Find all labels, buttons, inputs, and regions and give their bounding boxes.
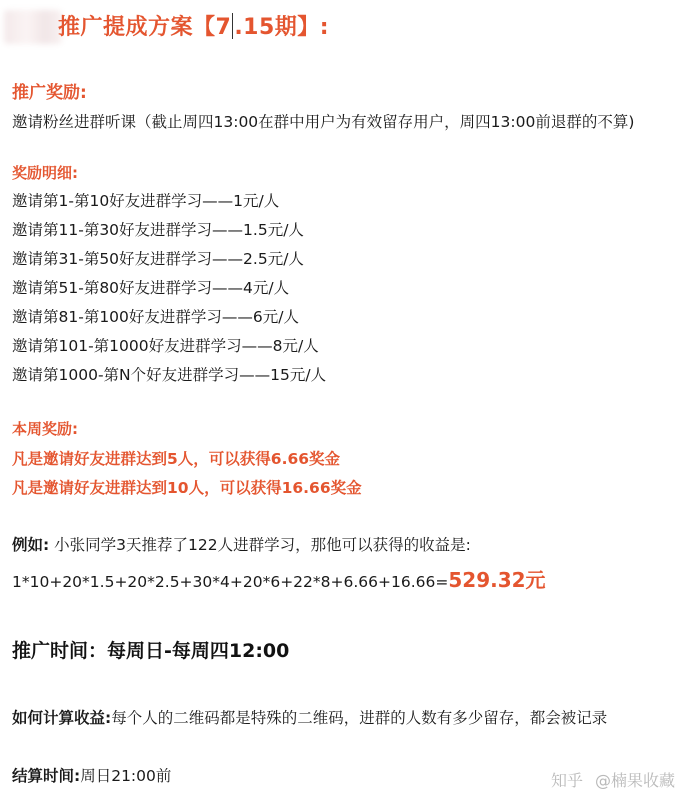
detail-heading: 奖励明细:	[12, 164, 78, 182]
page-title: 推广提成方案【7 .15期】:	[58, 15, 330, 40]
example-line	[12, 533, 471, 555]
blurred-name-redaction	[4, 10, 62, 44]
calc-text: 每个人的二维码都是特殊的二维码，进群的人数有多少留存，都会被记录	[111, 709, 608, 727]
settle-label: 结算时间:	[12, 767, 81, 785]
weekly-item: 凡是邀请好友进群达到5人，可以获得6.66奖金	[12, 450, 341, 468]
formula-line	[12, 564, 546, 593]
detail-item: 邀请第31-第50好友进群学习——2.5元/人	[12, 250, 304, 268]
formula-text: 1*10+20*1.5+20*2.5+30*4+20*6+22*8+6.66+16.66=	[12, 573, 449, 591]
reward-description: 邀请粉丝进群听课（截止周四13:00在群中用户为有效留存用户，周四13:00前退群的不算)	[12, 113, 635, 131]
reward-heading: 推广奖励:	[12, 83, 87, 103]
weekly-heading: 本周奖励:	[12, 420, 78, 438]
settle-line	[12, 764, 171, 786]
example-label: 例如:	[12, 536, 50, 554]
detail-item: 邀请第1-第10好友进群学习——1元/人	[12, 192, 280, 210]
watermark-site: 知乎	[550, 771, 583, 790]
detail-item: 邀请第81-第100好友进群学习——6元/人	[12, 308, 299, 326]
example-text: 小张同学3天推荐了122人进群学习，那他可以获得的收益是:	[54, 536, 471, 554]
calc-label: 如何计算收益:	[12, 709, 112, 727]
detail-item: 邀请第101-第1000好友进群学习——8元/人	[12, 337, 319, 355]
calc-line	[12, 706, 607, 728]
detail-item: 邀请第11-第30好友进群学习——1.5元/人	[12, 221, 304, 239]
settle-text: 周日21:00前	[80, 767, 172, 785]
watermark-author: @楠果收藏	[594, 771, 675, 790]
detail-item: 邀请第1000-第N个好友进群学习——15元/人	[12, 366, 327, 384]
promo-time: 推广时间：每周日-每周四12:00	[12, 640, 290, 662]
watermark	[551, 768, 675, 791]
weekly-item: 凡是邀请好友进群达到10人，可以获得16.66奖金	[12, 479, 362, 497]
detail-item: 邀请第51-第80好友进群学习——4元/人	[12, 279, 290, 297]
formula-result: 529.32元	[448, 568, 546, 592]
